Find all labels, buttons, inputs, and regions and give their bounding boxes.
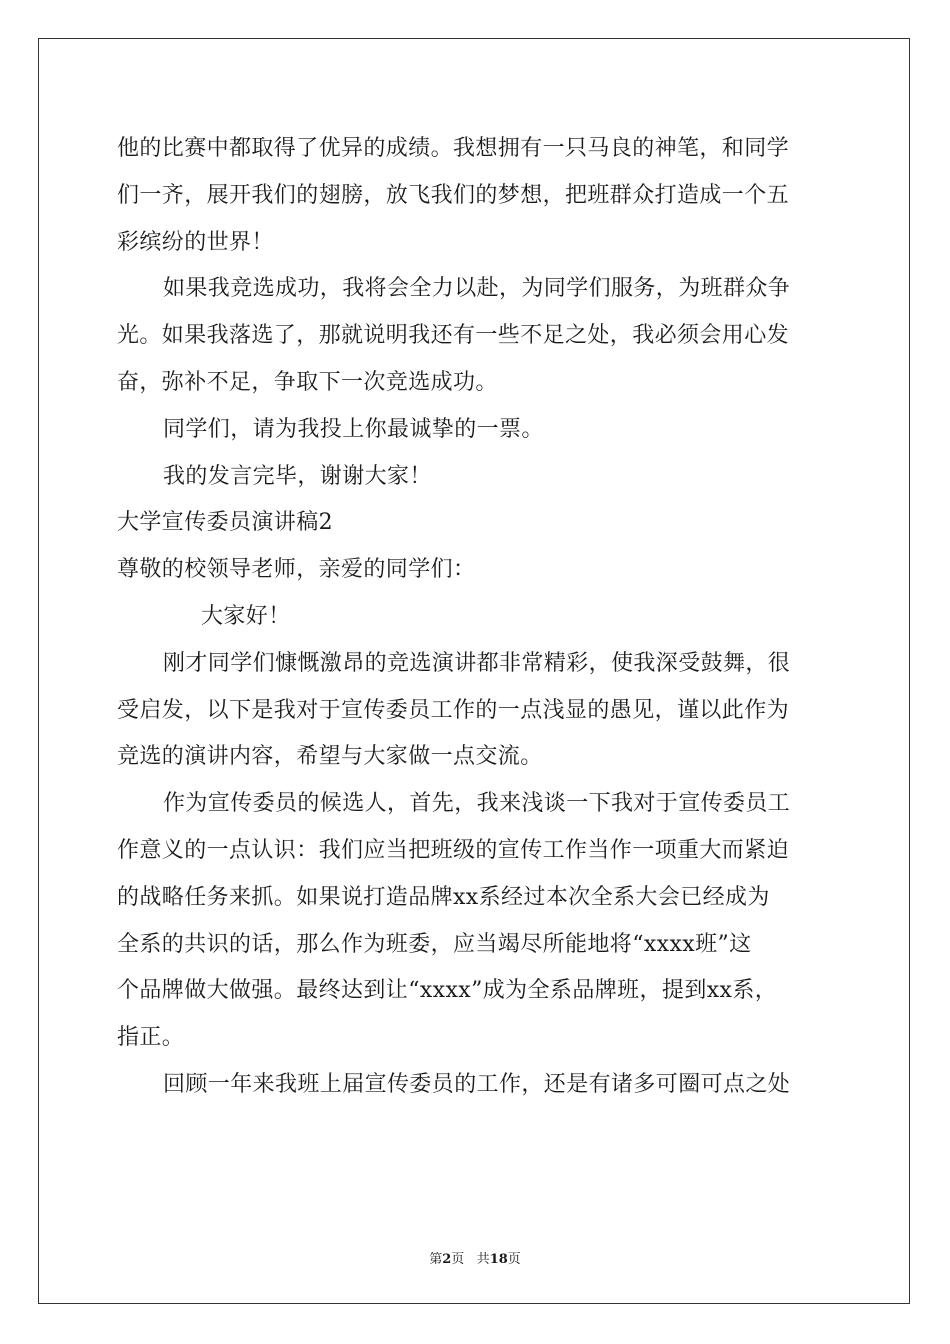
total-suffix: 页 xyxy=(507,1252,521,1267)
paragraph-start: 同学们，请为我投上你最诚挚的一票。 xyxy=(163,416,544,442)
text-line: 作意义的一点认识：我们应当把班级的宣传工作当作一项重大而紧迫 xyxy=(117,837,790,863)
text-line: 指正。 xyxy=(117,1025,185,1051)
paragraph-start: 刚才同学们慷慨激昂的竞选演讲都非常精彩，使我深受鼓舞，很 xyxy=(163,650,791,676)
text-line: 受启发，以下是我对于宣传委员工作的一点浅显的愚见，谨以此作为 xyxy=(117,697,790,723)
document-body xyxy=(117,126,837,1109)
text-line: 他的比赛中都取得了优异的成绩。我想拥有一只马良的神笔，和同学 xyxy=(117,136,790,161)
text-line: 全系的共识的话，那么作为班委，应当竭尽所能地将“xxxx班”这 xyxy=(117,931,752,957)
text-line: 彩缤纷的世界！ xyxy=(117,229,274,255)
salutation: 尊敬的校领导老师，亲爱的同学们： xyxy=(117,557,476,583)
text-line: 奋，弥补不足，争取下一次竞选成功。 xyxy=(117,369,498,395)
page-number: 2 xyxy=(442,1252,452,1267)
total-prefix: 共 xyxy=(476,1252,490,1267)
page-suffix: 页 xyxy=(451,1252,465,1267)
text-line: 个品牌做大做强。最终达到让“xxxx”成为全系品牌班，提到xx系， xyxy=(117,978,778,1004)
page-prefix: 第 xyxy=(429,1252,443,1267)
page-footer xyxy=(0,1248,950,1267)
section-title: 大学宣传委员演讲稿2 xyxy=(117,510,333,536)
text-line: 竞选的演讲内容，希望与大家做一点交流。 xyxy=(117,744,543,770)
greeting: 大家好！ xyxy=(201,603,291,629)
total-pages: 18 xyxy=(489,1252,508,1267)
paragraph-start: 我的发言完毕，谢谢大家！ xyxy=(163,463,432,489)
paragraph-start: 回顾一年来我班上届宣传委员的工作，还是有诸多可圈可点之处 xyxy=(163,1071,791,1097)
text-line: 的战略任务来抓。如果说打造品牌xx系经过本次全系大会已经成为 xyxy=(117,884,770,910)
paragraph-start: 如果我竞选成功，我将会全力以赴，为同学们服务，为班群众争 xyxy=(163,276,791,302)
text-line: 光。如果我落选了，那就说明我还有一些不足之处，我必须会用心发 xyxy=(117,323,790,349)
text-line: 们一齐，展开我们的翅膀，放飞我们的梦想，把班群众打造成一个五 xyxy=(117,182,790,208)
paragraph-start: 作为宣传委员的候选人，首先，我来浅谈一下我对于宣传委员工 xyxy=(163,791,791,817)
